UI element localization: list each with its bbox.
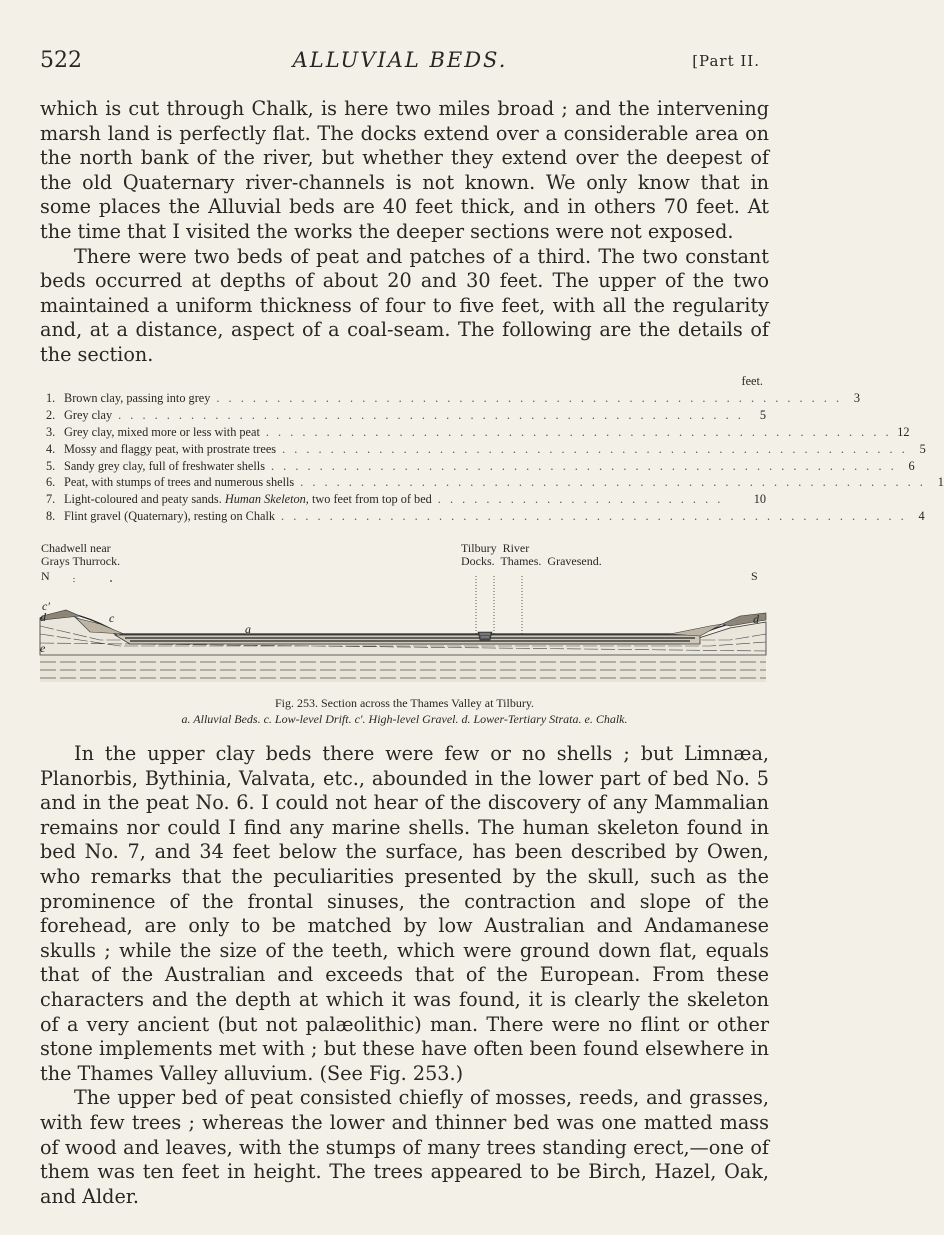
running-title: ALLUVIAL BEDS.	[292, 48, 508, 72]
bed-row	[46, 508, 925, 525]
label-c: c	[109, 611, 115, 625]
bed-description-end: two feet from top of bed	[311, 492, 432, 507]
label-e: e	[40, 641, 46, 655]
bed-number: 4.	[46, 441, 56, 456]
figure-caption: Fig. 253. Section across the Thames Valley at Tilbury.	[274, 696, 535, 710]
river-channel-mark	[478, 632, 492, 640]
dot-leader: . . . . . . . . . . . . . . . . . . . . . . . . . . . . . . . . . . . . . . . . . . . . . . . . . . . .	[300, 475, 926, 490]
human-skeleton-label: Human Skeleton,	[224, 492, 309, 507]
feet-unit-label: feet.	[741, 374, 763, 388]
south-label: S	[751, 569, 758, 583]
bed-description: Sandy grey clay, full of freshwater shells	[64, 458, 266, 473]
bed-number: 8.	[46, 509, 56, 524]
low-level-drift	[76, 618, 722, 636]
text-block-top	[40, 97, 769, 368]
bed-thickness: 6	[908, 458, 915, 473]
label-d-right: d	[753, 612, 759, 626]
dot-leader: . . . . . . . . . . . . . . . . . . . . . . . . . . . . . . . . . . . . . . . . . . . . . . . . . . . .	[282, 441, 908, 456]
chalk-layer	[40, 655, 766, 682]
label-d-left: d	[40, 610, 46, 624]
bed-thickness: 12	[897, 424, 910, 439]
part-label: [Part II.	[692, 52, 760, 70]
bed-description: Flint gravel (Quaternary), resting on Chalk	[64, 509, 276, 524]
bed-number: 5.	[46, 458, 56, 473]
bed-number: 7.	[46, 492, 56, 507]
place-label-tilbury: Tilbury River Docks. Thames. Gravesend.	[461, 541, 602, 568]
high-level-gravel	[42, 610, 766, 626]
bed-row	[46, 491, 766, 508]
bed-number: 6.	[46, 475, 56, 490]
surface-line	[40, 613, 766, 634]
bed-thickness: 3	[853, 390, 861, 405]
paragraph-3: In the upper clay beds there were few or no shells ; but Limnæa, Planorbis, Bythinia, Valvata, etc., abounded in the lower part of bed No. 5 and in the peat No. 6. I could not hear of the discovery of any Mammalian remains nor could I find any marine shells. The human skeleton found in bed No. 7, and 34 feet below the surface, has been described by Owen, who remarks that the peculiarities presented by the skull, such as the prominence of the frontal sinuses, the contraction and slope of the forehead, are only to be matched by low Australian and Andamanese skulls ; while the size of the teeth, which were ground down flat, equals that of the Australian and exceeds that of the European. From these characters and the depth at which it was found, it is clearly the skeleton of a very ancient (but not palæolithic) man. There were no flint or other stone implements met with ; but these have often been found elsewhere in the Thames Valley alluvium. (See Fig. 253.)	[40, 742, 769, 1085]
text-block-bottom	[40, 742, 769, 1209]
label-c-prime: c′	[42, 599, 50, 613]
bed-description: Mossy and flaggy peat, with prostrate trees	[64, 441, 277, 456]
bed-description: Brown clay, passing into grey	[64, 390, 211, 405]
bed-thickness: 4	[918, 509, 925, 524]
bed-thickness: 1	[937, 475, 944, 490]
bed-thickness: 5	[759, 407, 766, 422]
alluvial-bed-fill	[115, 635, 700, 644]
bed-row	[46, 441, 926, 458]
north-label: N	[41, 569, 50, 583]
bed-number: 2.	[46, 407, 56, 422]
bed-thickness: 5	[919, 441, 926, 456]
bed-description	[64, 491, 432, 508]
paragraph-4: The upper bed of peat consisted chiefly of mosses, reeds, and grasses, with few trees ; whereas the lower and thinner bed was one matted mass of wood and leaves, with the stumps of many trees standing erect,—one of them was ten feet in height. The trees appeared to be Birch, Hazel, Oak, and Alder.	[40, 1086, 769, 1208]
dot-leader: . . . . . . . . . . . . . . . . . . . . . . . .	[437, 492, 724, 507]
section-table	[46, 373, 944, 525]
dot-leader: . . . . . . . . . . . . . . . . . . . . . . . . . . . . . . . . . . . . . . . . . . . . . . . . . . . .	[118, 407, 744, 422]
bed-row	[46, 458, 915, 475]
ground-surface	[40, 613, 766, 634]
bed-description: Grey clay, mixed more or less with peat	[64, 424, 260, 439]
bed-thickness: 10	[753, 492, 766, 507]
dot-leader: . . . . . . . . . . . . . . . . . . . . . . . . . . . . . . . . . . . . . . . . . . . . . . . . . . . .	[271, 458, 897, 473]
bed-row	[46, 474, 944, 491]
bed-description: Peat, with stumps of trees and numerous shells	[64, 475, 295, 490]
label-a: a	[245, 622, 251, 636]
place-label-chadwell: Chadwell near Grays Thurrock.	[41, 541, 121, 568]
chadwell-point	[110, 580, 112, 582]
geological-section-figure	[40, 540, 766, 690]
bed-number: 1.	[46, 390, 56, 405]
dot-leader: . . . . . . . . . . . . . . . . . . . . . . . . . . . . . . . . . . . . . . . . . . . . . . . . . . . .	[216, 390, 843, 405]
bed-description-start: Light-coloured and peaty sands.	[64, 492, 222, 507]
river-channel	[478, 632, 492, 640]
page-number: 522	[40, 48, 82, 73]
bed-row	[46, 407, 766, 424]
bed-number: 3.	[46, 424, 56, 439]
paragraph-2: There were two beds of peat and patches of a third. The two constant beds occurred at depths of about 20 and 30 feet. The upper of the two maintained a uniform thickness of four to five feet, with all the regularity and, at a distance, aspect of a coal-seam. The following are the details of the section.	[40, 244, 769, 366]
dot-leader: . . . . . . . . . . . . . . . . . . . . . . . . . . . . . . . . . . . . . . . . . . . . . . . . . . . .	[281, 509, 907, 524]
dot-leader: . . . . . . . . . . . . . . . . . . . . . . . . . . . . . . . . . . . . . . . . . . . . . . . . . . . .	[265, 424, 892, 439]
paragraph-1: which is cut through Chalk, is here two miles broad ; and the intervening marsh land is perfectly flat. The docks extend over a considerable area on the north bank of the river, but whether they extend over the deepest of the old Quaternary river-channels is not known. We only know that in some places the Alluvial beds are 40 feet thick, and in others 70 feet. At the time that I visited the works the deeper sections were not exposed.	[40, 97, 769, 243]
bed-row	[46, 424, 910, 441]
bed-description: Grey clay	[64, 407, 113, 422]
bed-row	[46, 390, 861, 407]
section-diagram	[40, 540, 766, 690]
alluvial-beds	[115, 635, 700, 644]
page-header	[40, 48, 760, 82]
figure-legend: a. Alluvial Beds. c. Low-level Drift. c′. High-level Gravel. d. Lower-Tertiary Strata. e. Chalk.	[181, 712, 628, 726]
